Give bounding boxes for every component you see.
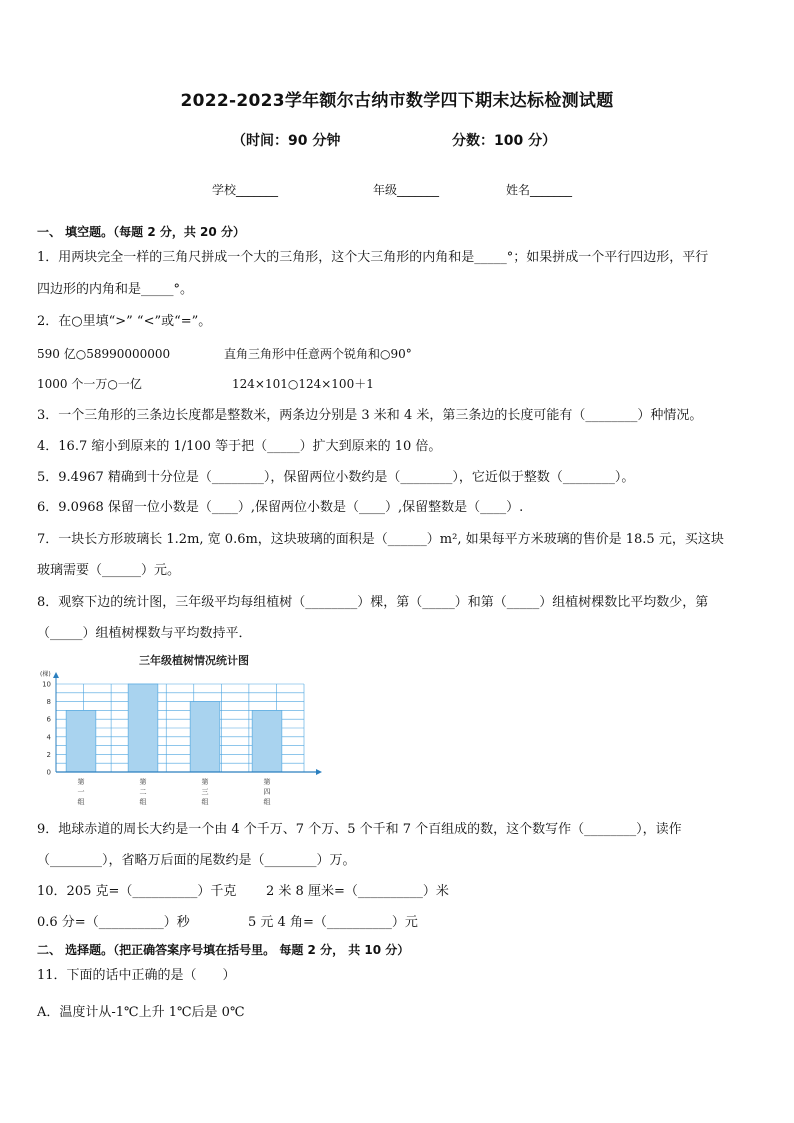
chart-y-tick-label: 8 [46, 698, 51, 707]
chart-y-tick-label: 0 [46, 768, 51, 777]
grade-field: 年级_______ [373, 183, 440, 197]
school-field: 学校_______ [212, 183, 279, 197]
question-9: 9．地球赤道的周长大约是一个由 4 个千万、7 个万、5 个千和 7 个百组成的数，这个数写作（________），读作 [37, 822, 682, 837]
question-7-cont: 玻璃需要（______）元。 [37, 563, 181, 578]
chart-bar [252, 710, 282, 772]
question-11: 11．下面的话中正确的是（ ） [37, 968, 236, 983]
chart-x-axis-arrow [316, 769, 322, 775]
question-5: 5．9.4967 精确到十分位是（________），保留两位小数约是（________），它近似于整数（________）。 [37, 470, 635, 485]
chart-x-label [140, 777, 147, 806]
chart-x-label-char: 第 [139, 778, 147, 786]
chart-bar [66, 710, 96, 772]
chart-x-label-char: 第 [77, 778, 85, 786]
question-10-a: 10．205 克=（__________）千克 [37, 884, 237, 899]
question-11-option-a: A．温度计从-1℃上升 1℃后是 0℃ [37, 1005, 245, 1020]
chart-x-label [264, 777, 271, 806]
chart-x-label-char: 组 [263, 798, 271, 806]
chart-title: 三年级植树情况统计图 [139, 654, 249, 667]
chart-x-label-char: 组 [201, 798, 209, 806]
chart-y-tick-label: 4 [46, 733, 51, 742]
question-8-cont: （_____）组植树棵数与平均数持平． [37, 626, 252, 641]
chart-x-label [202, 777, 209, 806]
name-field: 姓名_______ [506, 183, 573, 197]
question-2-item-a: 590 亿○58990000000 [37, 347, 171, 361]
chart-y-ticks [42, 681, 51, 777]
chart-y-tick-label: 10 [42, 680, 51, 689]
question-10-b: 2 米 8 厘米=（__________）米 [266, 884, 449, 899]
chart-bar [190, 702, 220, 772]
chart-unit-label: (棵) [40, 671, 51, 678]
chart-x-label-char: 三 [201, 788, 209, 796]
chart-x-label-char: 二 [139, 788, 147, 796]
question-2: 2．在○里填“>” “<”或“=”。 [37, 314, 212, 329]
chart-x-label [78, 777, 85, 806]
question-4: 4．16.7 缩小到原来的 1/100 等于把（_____）扩大到原来的 10 倍。 [37, 439, 442, 454]
chart-x-labels [78, 777, 271, 806]
score-info: 分数：100 分） [452, 133, 557, 149]
time-info: （时间：90 分钟 [232, 133, 341, 149]
chart-y-tick-label: 6 [46, 715, 51, 724]
question-10-c: 0.6 分=（__________）秒 [37, 915, 190, 930]
question-6: 6．9.0968 保留一位小数是（____）,保留两位小数是（____）,保留整数是（____）. [37, 500, 524, 515]
page-title: 2022-2023学年额尔古纳市数学四下期末达标检测试题 [180, 91, 614, 111]
question-1: 1．用两块完全一样的三角尺拼成一个大的三角形，这个大三角形的内角和是_____°；如果拼成一个平行四边形，平行 [37, 250, 709, 265]
chart-x-label-char: 一 [77, 788, 85, 796]
question-3: 3．一个三角形的三条边长度都是整数米，两条边分别是 3 米和 4 米，第三条边的长度可能有（________）种情况。 [37, 408, 703, 423]
chart-x-label-char: 第 [263, 778, 271, 786]
question-2-item-b: 直角三角形中任意两个锐角和○90° [224, 347, 412, 361]
section-heading-fill-blank: 一、 填空题。（每题 2 分，共 20 分） [37, 225, 245, 239]
chart-y-tick-label: 2 [46, 750, 51, 759]
chart-x-label-char: 第 [201, 778, 209, 786]
chart-x-label-char: 组 [77, 798, 85, 806]
question-8: 8．观察下边的统计图，三年级平均每组植树（________）棵，第（_____）和第（_____）组植树棵数比平均数少，第 [37, 595, 709, 610]
chart-x-label-char: 四 [263, 788, 271, 796]
chart-y-axis-arrow [53, 672, 59, 678]
question-2-item-d: 124×101○124×100＋1 [232, 377, 374, 391]
tree-planting-chart [34, 650, 334, 812]
question-9-cont: （________），省略万后面的尾数约是（________）万。 [37, 853, 356, 868]
section-heading-choice: 二、 选择题。（把正确答案序号填在括号里。 每题 2 分， 共 10 分） [37, 943, 410, 957]
chart-x-label-char: 组 [139, 798, 147, 806]
chart-bar [128, 684, 158, 772]
question-1-cont: 四边形的内角和是_____°。 [37, 282, 194, 297]
question-2-item-c: 1000 个一万○一亿 [37, 377, 142, 391]
question-10-d: 5 元 4 角=（__________）元 [248, 915, 418, 930]
question-7: 7．一块长方形玻璃长 1.2m, 宽 0.6m，这块玻璃的面积是（______）m², 如果每平方米玻璃的售价是 18.5 元，买这块 [37, 532, 724, 547]
